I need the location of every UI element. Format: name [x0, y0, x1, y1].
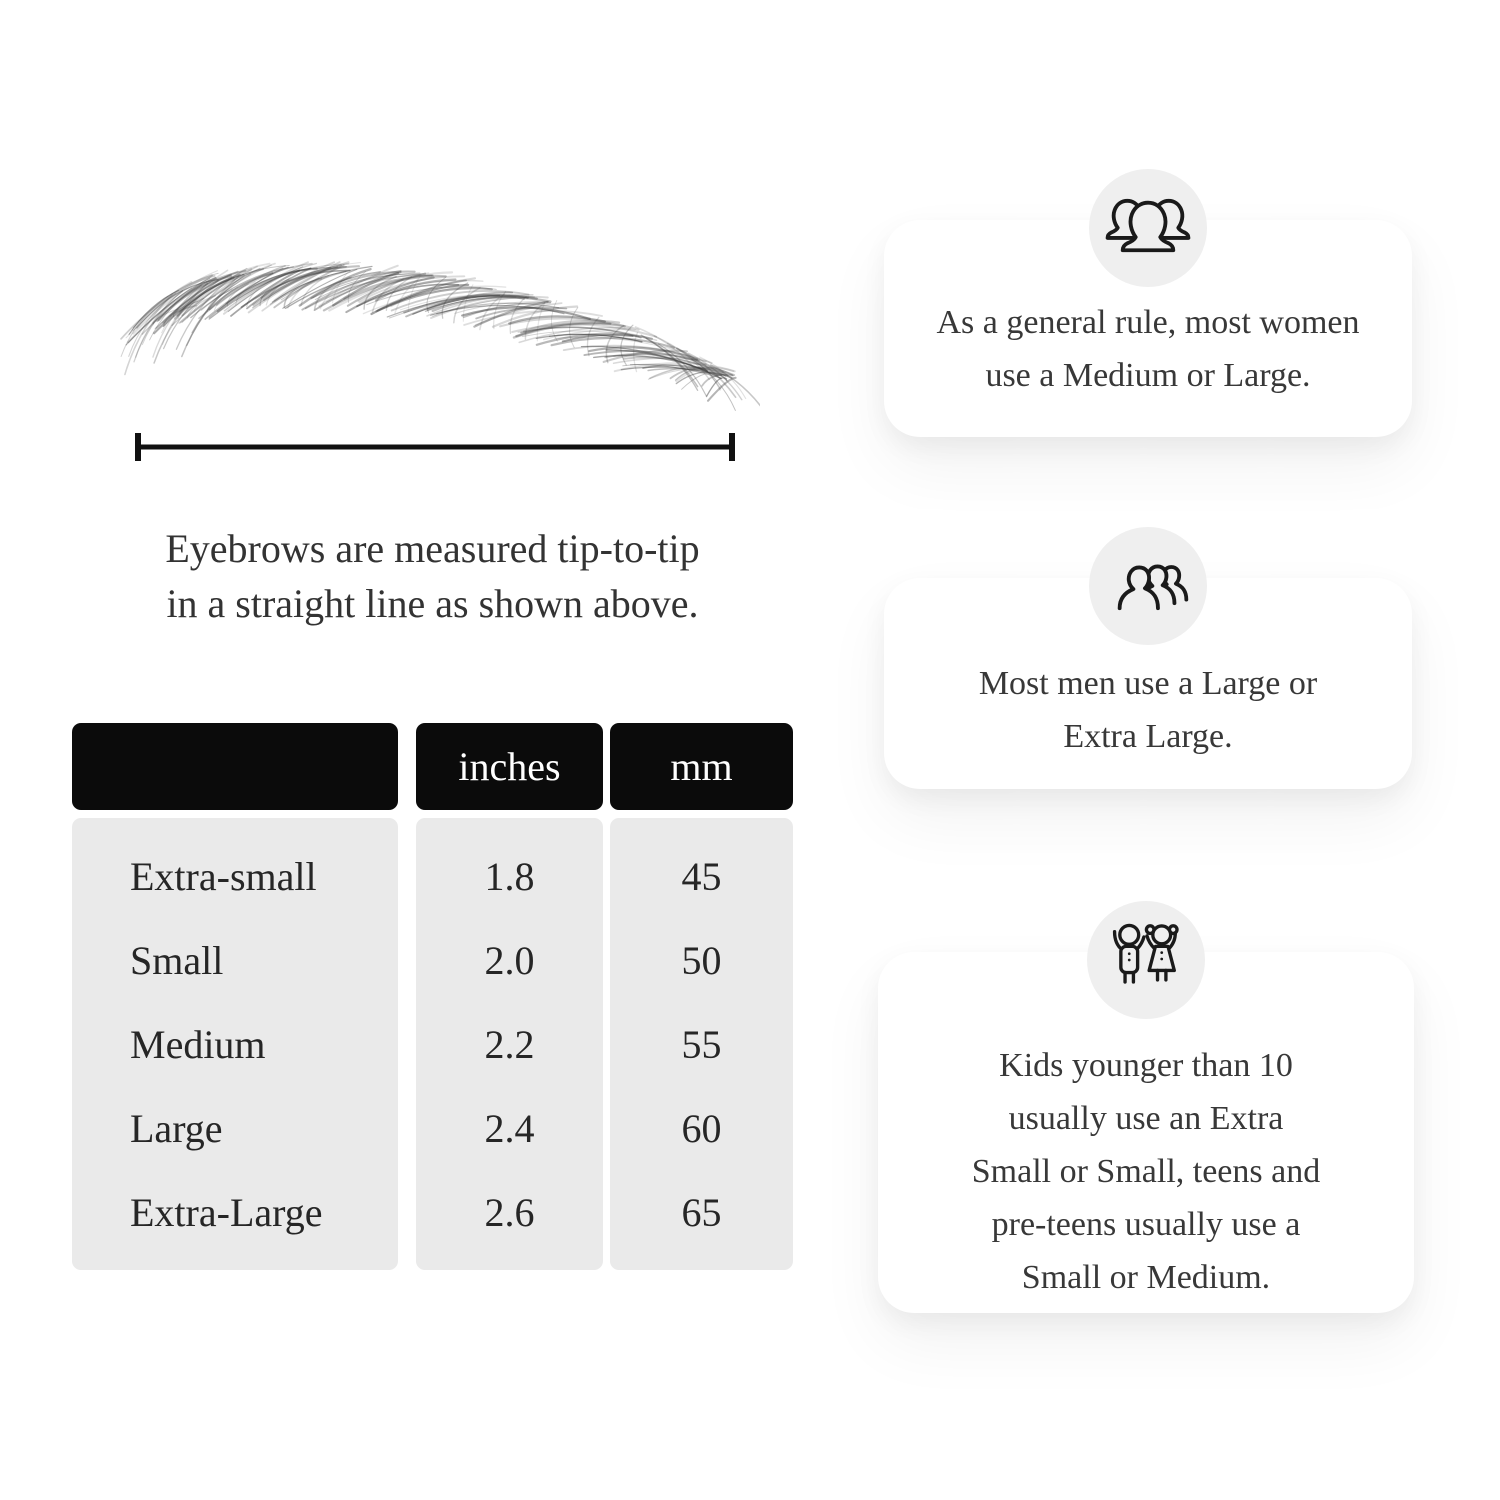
icon-circle — [1089, 527, 1207, 645]
table-cell: 45 — [681, 853, 722, 899]
table-cell: 2.4 — [484, 1105, 535, 1151]
table-cell: Large — [130, 1105, 223, 1151]
caption-line: Eyebrows are measured tip-to-tip — [165, 526, 700, 571]
size-table — [72, 723, 793, 1270]
card-text-line: Kids younger than 10 — [999, 1047, 1293, 1084]
eyebrow-illustration — [100, 233, 760, 423]
table-cell: 60 — [681, 1105, 722, 1151]
table-cell: Medium — [130, 1021, 266, 1067]
header-cell-size — [72, 723, 398, 810]
size-table-header — [72, 723, 793, 810]
table-cell: 55 — [681, 1021, 722, 1067]
measurement-caption — [75, 521, 790, 631]
icon-circle — [1089, 169, 1207, 287]
card-text-line: Small or Medium. — [1021, 1259, 1271, 1296]
table-cell: Extra-Large — [130, 1189, 323, 1235]
table-cell: Extra-small — [130, 853, 317, 899]
table-cell: 2.6 — [484, 1189, 535, 1235]
mm-column — [610, 818, 793, 1270]
measurement-line — [128, 428, 742, 468]
card-text-line: usually use an Extra — [1008, 1100, 1284, 1137]
table-cell: 50 — [681, 937, 722, 983]
women-group-icon — [1102, 182, 1194, 274]
card-text — [884, 296, 1412, 402]
women-info-card — [884, 220, 1412, 437]
header-cell-mm: mm — [610, 723, 793, 810]
card-text — [884, 657, 1412, 763]
caption-line: in a straight line as shown above. — [166, 581, 699, 626]
table-cell: 1.8 — [484, 853, 535, 899]
card-text-line: Extra Large. — [1063, 718, 1233, 755]
kids-icon — [1104, 916, 1188, 1004]
card-text-line: Most men use a Large or — [978, 665, 1318, 702]
men-info-card — [884, 578, 1412, 789]
icon-circle — [1087, 901, 1205, 1019]
kids-info-card — [878, 952, 1414, 1313]
card-text-line: use a Medium or Large. — [985, 357, 1311, 394]
header-cell-inches: inches — [416, 723, 603, 810]
men-group-icon — [1102, 540, 1194, 632]
size-table-body — [72, 818, 793, 1270]
size-column — [72, 818, 398, 1270]
card-text-line: Small or Small, teens and — [971, 1153, 1321, 1190]
inches-column — [416, 818, 603, 1270]
card-text — [878, 1039, 1414, 1304]
card-text-line: As a general rule, most women — [936, 304, 1360, 341]
table-cell: 2.2 — [484, 1021, 535, 1067]
table-cell: Small — [130, 937, 224, 983]
card-text-line: pre-teens usually use a — [991, 1206, 1301, 1243]
table-cell: 65 — [681, 1189, 722, 1235]
table-cell: 2.0 — [484, 937, 535, 983]
